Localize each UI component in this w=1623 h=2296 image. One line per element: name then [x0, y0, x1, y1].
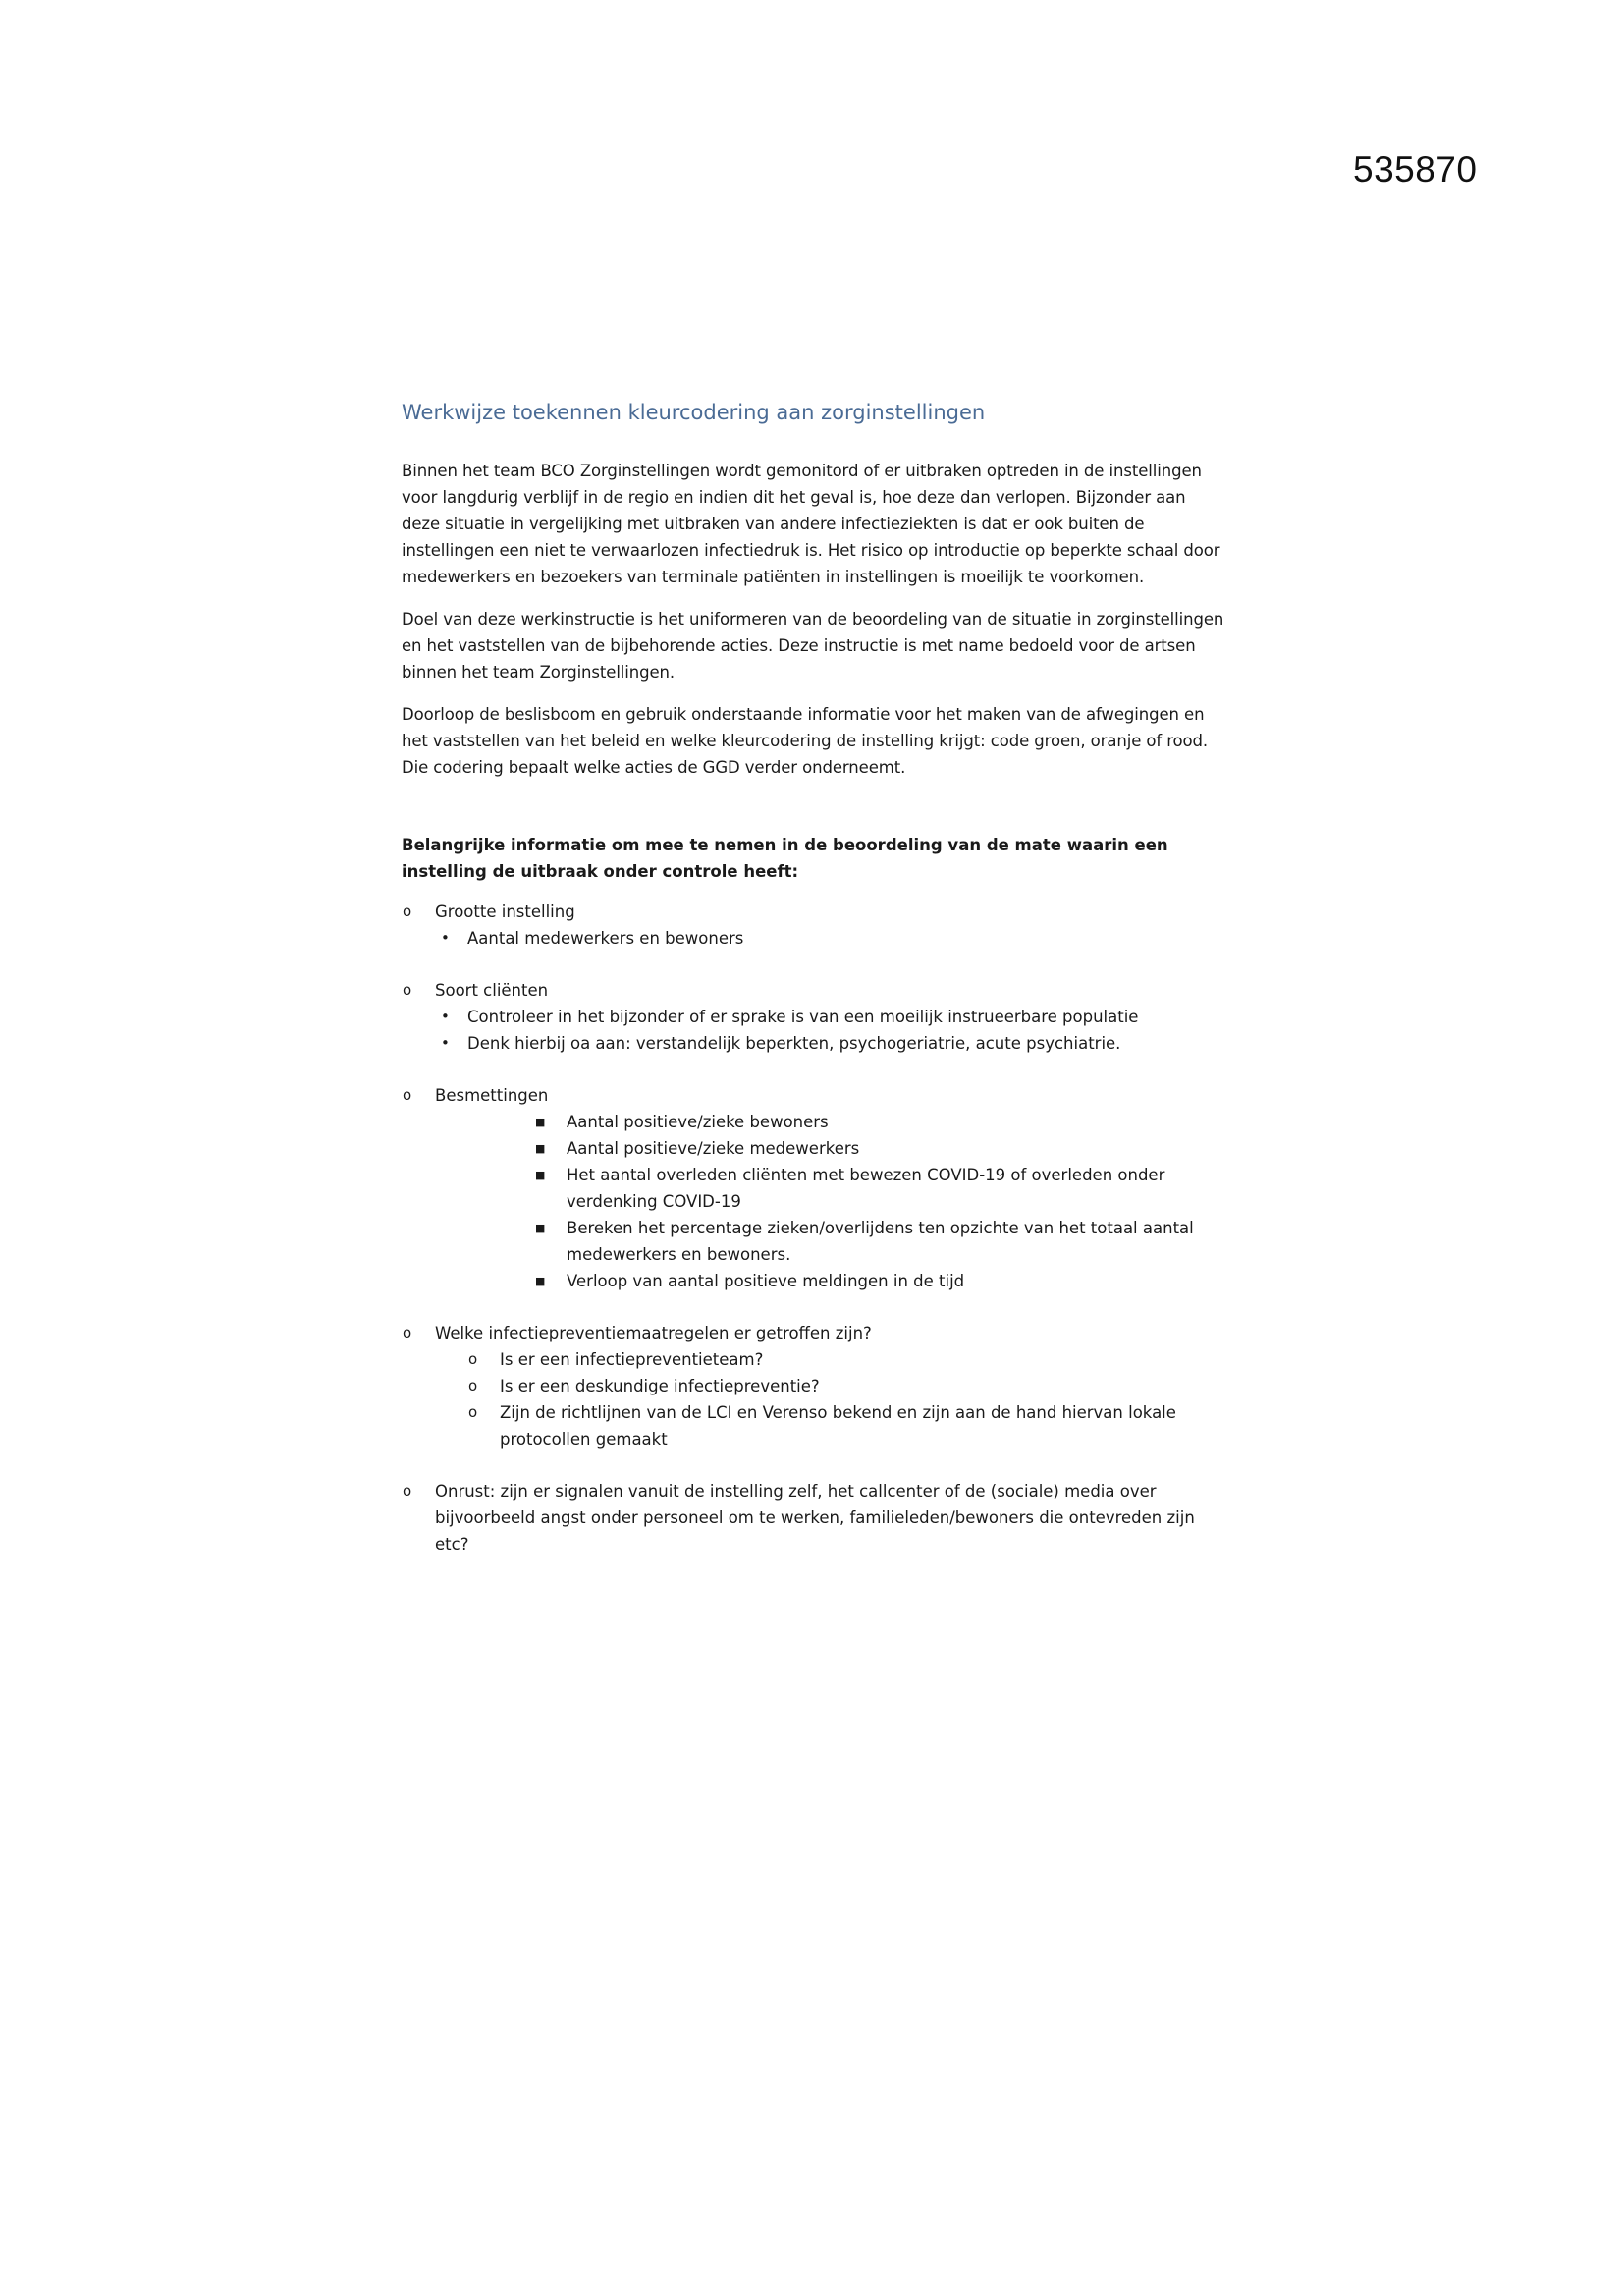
- dot-bullet-icon: •: [441, 929, 450, 947]
- square-bullet-icon: ■: [535, 1222, 546, 1234]
- circle-bullet-icon: o: [403, 1324, 412, 1341]
- square-bullet-icon: ■: [535, 1169, 546, 1181]
- list-group-unrest: [402, 1478, 1226, 1558]
- square-bullet-icon: ■: [535, 1116, 546, 1128]
- list-subitem: [402, 1030, 1226, 1057]
- list-subitem: [402, 1135, 1226, 1162]
- list-item: [402, 1320, 1226, 1346]
- list-group-size: [402, 899, 1226, 952]
- square-bullet-icon: ■: [535, 1275, 546, 1287]
- list-subitem-text: Aantal positieve/zieke bewoners: [567, 1113, 829, 1131]
- list-subitem-text: Het aantal overleden cliënten met bewezen COVID-19 of overleden onder verdenking COVID-19: [567, 1166, 1165, 1211]
- list-subitem-text: Controleer in het bijzonder of er sprake is van een moeilijk instrueerbare populatie: [467, 1008, 1139, 1026]
- list-subitem-text: Is er een infectiepreventieteam?: [500, 1350, 764, 1369]
- circle-bullet-icon: o: [403, 981, 412, 999]
- list-subitem: [402, 1373, 1226, 1399]
- list-subitem: [402, 1215, 1226, 1268]
- list-subitem-text: Bereken het percentage zieken/overlijdens ten opzichte van het totaal aantal medewerkers en bewoners.: [567, 1219, 1194, 1264]
- circle-bullet-icon: o: [468, 1377, 478, 1394]
- list-subitem: [402, 925, 1226, 952]
- list-subitem-text: Denk hierbij oa aan: verstandelijk beperkten, psychogeriatrie, acute psychiatrie.: [467, 1034, 1121, 1053]
- list-subitem: [402, 1162, 1226, 1215]
- list-item-label: Onrust: zijn er signalen vanuit de instelling zelf, het callcenter of de (sociale) media over bijvoorbeeld angst onder personeel om te werken, familieleden/bewoners die ontevreden zijn etc?: [435, 1482, 1195, 1554]
- list-subitem: [402, 1268, 1226, 1294]
- list-group-infections: [402, 1082, 1226, 1294]
- dot-bullet-icon: •: [441, 1034, 450, 1052]
- list-subitem-text: Aantal positieve/zieke medewerkers: [567, 1139, 860, 1158]
- list-item: [402, 899, 1226, 925]
- list-subitem-text: Aantal medewerkers en bewoners: [467, 929, 744, 948]
- list-subitem: [402, 1004, 1226, 1030]
- square-bullet-icon: ■: [535, 1142, 546, 1155]
- list-item: [402, 1082, 1226, 1109]
- section-heading: Belangrijke informatie om mee te nemen in de beoordeling van de mate waarin een instelling de uitbraak onder controle heeft:: [402, 836, 1168, 881]
- list-subitem: [402, 1399, 1226, 1452]
- list-item: [402, 1478, 1226, 1558]
- document-body: [402, 401, 1226, 1583]
- dot-bullet-icon: •: [441, 1008, 450, 1025]
- list-group-measures: [402, 1320, 1226, 1452]
- intro-paragraph: Binnen het team BCO Zorginstellingen wordt gemonitord of er uitbraken optreden in de instellingen voor langdurig verblijf in de regio en indien dit het geval is, hoe deze dan verlopen. Bijzonder aan deze situatie in vergelijking met uitbraken van andere infectieziekten is dat er ook buiten de instellingen een niet te verwaarlozen infectiedruk is. Het risico op introductie op beperkte schaal door medewerkers en bezoekers van terminale patiënten in instellingen is moeilijk te voorkomen.: [402, 462, 1220, 586]
- circle-bullet-icon: o: [468, 1350, 478, 1368]
- list-subitem: [402, 1346, 1226, 1373]
- list-subitem-text: Verloop van aantal positieve meldingen in de tijd: [567, 1272, 965, 1290]
- list-item-label: Welke infectiepreventiemaatregelen er getroffen zijn?: [435, 1324, 872, 1342]
- list-item-label: Soort cliënten: [435, 981, 549, 1000]
- list-subitem-text: Zijn de richtlijnen van de LCI en Verenso bekend en zijn aan de hand hiervan lokale protocollen gemaakt: [500, 1403, 1176, 1449]
- circle-bullet-icon: o: [468, 1403, 478, 1421]
- circle-bullet-icon: o: [403, 1482, 412, 1500]
- list-group-clients: [402, 977, 1226, 1057]
- page-title: Werkwijze toekennen kleurcodering aan zorginstellingen: [402, 401, 986, 424]
- list-item: [402, 977, 1226, 1004]
- list-subitem: [402, 1109, 1226, 1135]
- document-number: 535870: [1353, 149, 1478, 190]
- list-item-label: Besmettingen: [435, 1086, 549, 1105]
- circle-bullet-icon: o: [403, 1086, 412, 1104]
- list-subitem-text: Is er een deskundige infectiepreventie?: [500, 1377, 820, 1395]
- goal-paragraph: Doel van deze werkinstructie is het uniformeren van de beoordeling van de situatie in zorginstellingen en het vaststellen van de bijbehorende acties. Deze instructie is met name bedoeld voor de artsen binnen het team Zorginstellingen.: [402, 610, 1224, 682]
- decision-tree-paragraph: Doorloop de beslisboom en gebruik onderstaande informatie voor het maken van de afwegingen en het vaststellen van het beleid en welke kleurcodering de instelling krijgt: code groen, oranje of rood. Die codering bepaalt welke acties de GGD verder onderneemt.: [402, 705, 1209, 777]
- circle-bullet-icon: o: [403, 902, 412, 920]
- list-item-label: Grootte instelling: [435, 902, 575, 921]
